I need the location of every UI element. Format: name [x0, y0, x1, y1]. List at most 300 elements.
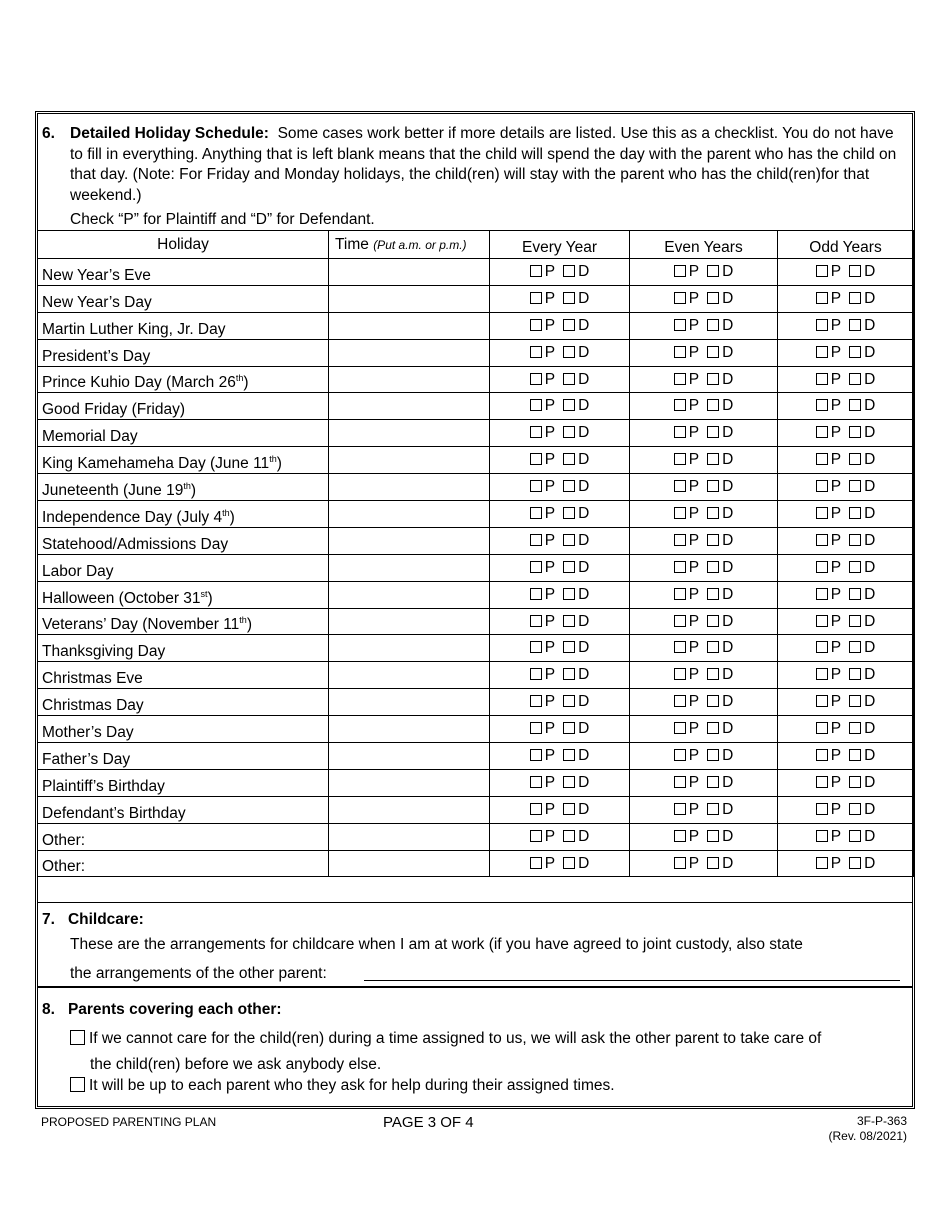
- defendant-checkbox[interactable]: [849, 561, 861, 573]
- defendant-checkbox[interactable]: [707, 399, 719, 411]
- defendant-option[interactable]: [563, 801, 589, 819]
- defendant-checkbox[interactable]: [707, 803, 719, 815]
- defendant-checkbox[interactable]: [563, 695, 575, 707]
- plaintiff-checkbox[interactable]: [816, 507, 828, 519]
- defendant-option[interactable]: [849, 774, 875, 792]
- defendant-option[interactable]: [849, 613, 875, 631]
- defendant-checkbox[interactable]: [707, 453, 719, 465]
- plaintiff-checkbox[interactable]: [530, 426, 542, 438]
- defendant-option[interactable]: [849, 532, 875, 550]
- defendant-option[interactable]: [849, 559, 875, 577]
- defendant-option[interactable]: [849, 828, 875, 846]
- defendant-checkbox[interactable]: [849, 507, 861, 519]
- plaintiff-option[interactable]: [530, 666, 555, 684]
- defendant-checkbox[interactable]: [707, 722, 719, 734]
- plaintiff-checkbox[interactable]: [816, 615, 828, 627]
- defendant-checkbox[interactable]: [849, 319, 861, 331]
- defendant-option[interactable]: [563, 855, 589, 873]
- defendant-option[interactable]: [707, 290, 733, 308]
- defendant-option[interactable]: [563, 263, 589, 281]
- plaintiff-checkbox[interactable]: [530, 588, 542, 600]
- plaintiff-checkbox[interactable]: [674, 857, 686, 869]
- plaintiff-option[interactable]: [530, 828, 555, 846]
- plaintiff-option[interactable]: [816, 801, 841, 819]
- defendant-option[interactable]: [563, 559, 589, 577]
- plaintiff-option[interactable]: [530, 263, 555, 281]
- plaintiff-checkbox[interactable]: [530, 507, 542, 519]
- defendant-option[interactable]: [849, 371, 875, 389]
- defendant-option[interactable]: [563, 532, 589, 550]
- plaintiff-checkbox[interactable]: [530, 453, 542, 465]
- defendant-checkbox[interactable]: [849, 695, 861, 707]
- defendant-checkbox[interactable]: [707, 346, 719, 358]
- defendant-checkbox[interactable]: [563, 749, 575, 761]
- defendant-checkbox[interactable]: [849, 588, 861, 600]
- defendant-option[interactable]: [707, 344, 733, 362]
- time-input[interactable]: [329, 743, 490, 770]
- defendant-option[interactable]: [849, 397, 875, 415]
- defendant-checkbox[interactable]: [849, 776, 861, 788]
- defendant-checkbox[interactable]: [707, 830, 719, 842]
- plaintiff-option[interactable]: [530, 505, 555, 523]
- plaintiff-option[interactable]: [816, 747, 841, 765]
- defendant-checkbox[interactable]: [707, 641, 719, 653]
- defendant-option[interactable]: [849, 317, 875, 335]
- plaintiff-checkbox[interactable]: [530, 776, 542, 788]
- defendant-checkbox[interactable]: [563, 399, 575, 411]
- defendant-checkbox[interactable]: [707, 561, 719, 573]
- defendant-checkbox[interactable]: [563, 292, 575, 304]
- defendant-option[interactable]: [563, 397, 589, 415]
- plaintiff-checkbox[interactable]: [530, 722, 542, 734]
- plaintiff-option[interactable]: [530, 855, 555, 873]
- plaintiff-option[interactable]: [530, 613, 555, 631]
- defendant-checkbox[interactable]: [707, 480, 719, 492]
- plaintiff-checkbox[interactable]: [530, 641, 542, 653]
- defendant-checkbox[interactable]: [849, 292, 861, 304]
- plaintiff-option[interactable]: [530, 774, 555, 792]
- plaintiff-option[interactable]: [530, 720, 555, 738]
- plaintiff-option[interactable]: [674, 317, 699, 335]
- defendant-option[interactable]: [849, 263, 875, 281]
- plaintiff-option[interactable]: [816, 478, 841, 496]
- plaintiff-option[interactable]: [816, 855, 841, 873]
- plaintiff-option[interactable]: [674, 774, 699, 792]
- time-input[interactable]: [329, 850, 490, 877]
- defendant-checkbox[interactable]: [849, 615, 861, 627]
- defendant-option[interactable]: [707, 263, 733, 281]
- plaintiff-checkbox[interactable]: [530, 803, 542, 815]
- plaintiff-checkbox[interactable]: [674, 426, 686, 438]
- defendant-checkbox[interactable]: [563, 265, 575, 277]
- defendant-option[interactable]: [563, 720, 589, 738]
- plaintiff-checkbox[interactable]: [530, 292, 542, 304]
- plaintiff-option[interactable]: [530, 290, 555, 308]
- plaintiff-checkbox[interactable]: [674, 695, 686, 707]
- defendant-checkbox[interactable]: [849, 534, 861, 546]
- defendant-checkbox[interactable]: [563, 507, 575, 519]
- defendant-option[interactable]: [563, 666, 589, 684]
- plaintiff-option[interactable]: [530, 639, 555, 657]
- defendant-checkbox[interactable]: [563, 641, 575, 653]
- defendant-option[interactable]: [849, 344, 875, 362]
- plaintiff-option[interactable]: [674, 666, 699, 684]
- defendant-checkbox[interactable]: [563, 722, 575, 734]
- defendant-option[interactable]: [563, 478, 589, 496]
- defendant-checkbox[interactable]: [849, 857, 861, 869]
- defendant-checkbox[interactable]: [563, 534, 575, 546]
- defendant-checkbox[interactable]: [707, 695, 719, 707]
- plaintiff-checkbox[interactable]: [674, 615, 686, 627]
- plaintiff-option[interactable]: [674, 424, 699, 442]
- defendant-option[interactable]: [707, 828, 733, 846]
- defendant-option[interactable]: [707, 801, 733, 819]
- plaintiff-checkbox[interactable]: [674, 722, 686, 734]
- time-input[interactable]: [329, 339, 490, 366]
- defendant-checkbox[interactable]: [563, 803, 575, 815]
- plaintiff-checkbox[interactable]: [674, 480, 686, 492]
- plaintiff-checkbox[interactable]: [530, 373, 542, 385]
- plaintiff-option[interactable]: [816, 586, 841, 604]
- defendant-option[interactable]: [563, 344, 589, 362]
- defendant-checkbox[interactable]: [563, 373, 575, 385]
- defendant-option[interactable]: [707, 639, 733, 657]
- time-input[interactable]: [329, 662, 490, 689]
- defendant-option[interactable]: [707, 586, 733, 604]
- defendant-option[interactable]: [563, 693, 589, 711]
- defendant-option[interactable]: [563, 613, 589, 631]
- defendant-checkbox[interactable]: [563, 453, 575, 465]
- plaintiff-checkbox[interactable]: [674, 399, 686, 411]
- defendant-option[interactable]: [563, 774, 589, 792]
- plaintiff-checkbox[interactable]: [530, 857, 542, 869]
- plaintiff-checkbox[interactable]: [674, 588, 686, 600]
- plaintiff-checkbox[interactable]: [816, 399, 828, 411]
- defendant-option[interactable]: [849, 451, 875, 469]
- plaintiff-option[interactable]: [674, 263, 699, 281]
- defendant-checkbox[interactable]: [563, 561, 575, 573]
- plaintiff-option[interactable]: [816, 317, 841, 335]
- defendant-option[interactable]: [563, 505, 589, 523]
- defendant-option[interactable]: [849, 586, 875, 604]
- childcare-arrangement-field[interactable]: [364, 980, 900, 981]
- defendant-checkbox[interactable]: [707, 615, 719, 627]
- plaintiff-option[interactable]: [530, 451, 555, 469]
- plaintiff-option[interactable]: [674, 586, 699, 604]
- plaintiff-checkbox[interactable]: [674, 534, 686, 546]
- plaintiff-option[interactable]: [674, 828, 699, 846]
- plaintiff-checkbox[interactable]: [816, 749, 828, 761]
- defendant-option[interactable]: [563, 290, 589, 308]
- plaintiff-option[interactable]: [816, 639, 841, 657]
- time-input[interactable]: [329, 474, 490, 501]
- plaintiff-checkbox[interactable]: [674, 803, 686, 815]
- defendant-checkbox[interactable]: [707, 292, 719, 304]
- defendant-option[interactable]: [849, 478, 875, 496]
- defendant-checkbox[interactable]: [563, 857, 575, 869]
- defendant-checkbox[interactable]: [707, 776, 719, 788]
- defendant-checkbox[interactable]: [563, 668, 575, 680]
- plaintiff-checkbox[interactable]: [816, 292, 828, 304]
- defendant-checkbox[interactable]: [849, 399, 861, 411]
- plaintiff-option[interactable]: [530, 344, 555, 362]
- plaintiff-checkbox[interactable]: [816, 695, 828, 707]
- defendant-checkbox[interactable]: [707, 534, 719, 546]
- defendant-option[interactable]: [707, 397, 733, 415]
- plaintiff-option[interactable]: [530, 747, 555, 765]
- plaintiff-checkbox[interactable]: [674, 776, 686, 788]
- plaintiff-checkbox[interactable]: [674, 668, 686, 680]
- defendant-option[interactable]: [707, 532, 733, 550]
- defendant-checkbox[interactable]: [849, 668, 861, 680]
- defendant-checkbox[interactable]: [707, 857, 719, 869]
- plaintiff-option[interactable]: [816, 371, 841, 389]
- defendant-option[interactable]: [707, 317, 733, 335]
- time-input[interactable]: [329, 716, 490, 743]
- plaintiff-checkbox[interactable]: [674, 346, 686, 358]
- plaintiff-option[interactable]: [674, 720, 699, 738]
- defendant-checkbox[interactable]: [849, 749, 861, 761]
- plaintiff-option[interactable]: [816, 666, 841, 684]
- plaintiff-checkbox[interactable]: [816, 453, 828, 465]
- defendant-option[interactable]: [707, 720, 733, 738]
- plaintiff-option[interactable]: [816, 559, 841, 577]
- plaintiff-checkbox[interactable]: [530, 346, 542, 358]
- time-input[interactable]: [329, 447, 490, 474]
- defendant-option[interactable]: [707, 666, 733, 684]
- defendant-checkbox[interactable]: [707, 373, 719, 385]
- defendant-option[interactable]: [849, 290, 875, 308]
- plaintiff-checkbox[interactable]: [674, 507, 686, 519]
- time-input[interactable]: [329, 312, 490, 339]
- time-input[interactable]: [329, 689, 490, 716]
- defendant-checkbox[interactable]: [849, 346, 861, 358]
- plaintiff-checkbox[interactable]: [674, 561, 686, 573]
- plaintiff-checkbox[interactable]: [816, 561, 828, 573]
- defendant-option[interactable]: [563, 317, 589, 335]
- plaintiff-checkbox[interactable]: [816, 668, 828, 680]
- plaintiff-checkbox[interactable]: [816, 857, 828, 869]
- plaintiff-checkbox[interactable]: [816, 588, 828, 600]
- plaintiff-option[interactable]: [674, 613, 699, 631]
- plaintiff-option[interactable]: [816, 290, 841, 308]
- defendant-option[interactable]: [707, 505, 733, 523]
- plaintiff-option[interactable]: [530, 586, 555, 604]
- plaintiff-checkbox[interactable]: [530, 561, 542, 573]
- plaintiff-checkbox[interactable]: [674, 292, 686, 304]
- defendant-option[interactable]: [563, 451, 589, 469]
- plaintiff-checkbox[interactable]: [674, 749, 686, 761]
- defendant-option[interactable]: [707, 613, 733, 631]
- defendant-option[interactable]: [563, 747, 589, 765]
- defendant-checkbox[interactable]: [707, 265, 719, 277]
- time-input[interactable]: [329, 554, 490, 581]
- plaintiff-option[interactable]: [816, 505, 841, 523]
- defendant-checkbox[interactable]: [707, 319, 719, 331]
- defendant-option[interactable]: [707, 371, 733, 389]
- defendant-checkbox[interactable]: [563, 346, 575, 358]
- plaintiff-option[interactable]: [674, 532, 699, 550]
- defendant-checkbox[interactable]: [849, 373, 861, 385]
- plaintiff-option[interactable]: [674, 397, 699, 415]
- defendant-option[interactable]: [849, 720, 875, 738]
- defendant-option[interactable]: [707, 855, 733, 873]
- plaintiff-checkbox[interactable]: [530, 668, 542, 680]
- plaintiff-option[interactable]: [674, 290, 699, 308]
- defendant-option[interactable]: [707, 478, 733, 496]
- defendant-option[interactable]: [563, 639, 589, 657]
- plaintiff-option[interactable]: [816, 532, 841, 550]
- plaintiff-option[interactable]: [530, 317, 555, 335]
- plaintiff-option[interactable]: [674, 559, 699, 577]
- defendant-option[interactable]: [563, 424, 589, 442]
- plaintiff-option[interactable]: [530, 532, 555, 550]
- plaintiff-checkbox[interactable]: [816, 830, 828, 842]
- defendant-checkbox[interactable]: [707, 507, 719, 519]
- plaintiff-option[interactable]: [674, 505, 699, 523]
- time-input[interactable]: [329, 501, 490, 528]
- plaintiff-option[interactable]: [674, 693, 699, 711]
- plaintiff-option[interactable]: [674, 344, 699, 362]
- defendant-checkbox[interactable]: [563, 615, 575, 627]
- plaintiff-checkbox[interactable]: [674, 641, 686, 653]
- defendant-option[interactable]: [707, 424, 733, 442]
- option-1-checkbox[interactable]: [70, 1030, 85, 1045]
- defendant-checkbox[interactable]: [563, 830, 575, 842]
- plaintiff-checkbox[interactable]: [816, 534, 828, 546]
- defendant-checkbox[interactable]: [849, 641, 861, 653]
- defendant-checkbox[interactable]: [707, 588, 719, 600]
- time-input[interactable]: [329, 393, 490, 420]
- defendant-checkbox[interactable]: [707, 668, 719, 680]
- plaintiff-checkbox[interactable]: [674, 265, 686, 277]
- plaintiff-option[interactable]: [530, 693, 555, 711]
- plaintiff-checkbox[interactable]: [816, 803, 828, 815]
- plaintiff-checkbox[interactable]: [816, 373, 828, 385]
- defendant-option[interactable]: [849, 855, 875, 873]
- plaintiff-checkbox[interactable]: [674, 319, 686, 331]
- defendant-option[interactable]: [849, 505, 875, 523]
- plaintiff-checkbox[interactable]: [530, 830, 542, 842]
- plaintiff-checkbox[interactable]: [530, 534, 542, 546]
- defendant-option[interactable]: [563, 586, 589, 604]
- defendant-checkbox[interactable]: [563, 588, 575, 600]
- plaintiff-option[interactable]: [674, 451, 699, 469]
- defendant-option[interactable]: [563, 371, 589, 389]
- plaintiff-checkbox[interactable]: [530, 399, 542, 411]
- plaintiff-checkbox[interactable]: [816, 722, 828, 734]
- plaintiff-option[interactable]: [674, 639, 699, 657]
- time-input[interactable]: [329, 527, 490, 554]
- plaintiff-checkbox[interactable]: [816, 641, 828, 653]
- plaintiff-option[interactable]: [816, 397, 841, 415]
- plaintiff-option[interactable]: [530, 559, 555, 577]
- plaintiff-option[interactable]: [530, 801, 555, 819]
- defendant-checkbox[interactable]: [563, 480, 575, 492]
- defendant-option[interactable]: [563, 828, 589, 846]
- defendant-checkbox[interactable]: [849, 426, 861, 438]
- defendant-option[interactable]: [849, 424, 875, 442]
- plaintiff-option[interactable]: [816, 344, 841, 362]
- plaintiff-option[interactable]: [816, 828, 841, 846]
- plaintiff-checkbox[interactable]: [530, 265, 542, 277]
- defendant-option[interactable]: [707, 774, 733, 792]
- plaintiff-checkbox[interactable]: [530, 480, 542, 492]
- plaintiff-option[interactable]: [530, 371, 555, 389]
- defendant-checkbox[interactable]: [849, 722, 861, 734]
- defendant-option[interactable]: [849, 801, 875, 819]
- plaintiff-checkbox[interactable]: [816, 426, 828, 438]
- plaintiff-option[interactable]: [816, 613, 841, 631]
- plaintiff-option[interactable]: [674, 371, 699, 389]
- defendant-option[interactable]: [707, 559, 733, 577]
- plaintiff-checkbox[interactable]: [530, 615, 542, 627]
- defendant-option[interactable]: [849, 666, 875, 684]
- defendant-checkbox[interactable]: [563, 776, 575, 788]
- time-input[interactable]: [329, 366, 490, 393]
- plaintiff-option[interactable]: [674, 855, 699, 873]
- plaintiff-checkbox[interactable]: [530, 319, 542, 331]
- plaintiff-checkbox[interactable]: [674, 373, 686, 385]
- plaintiff-checkbox[interactable]: [816, 319, 828, 331]
- plaintiff-option[interactable]: [674, 478, 699, 496]
- plaintiff-checkbox[interactable]: [816, 346, 828, 358]
- time-input[interactable]: [329, 823, 490, 850]
- defendant-option[interactable]: [707, 451, 733, 469]
- plaintiff-option[interactable]: [530, 397, 555, 415]
- time-input[interactable]: [329, 285, 490, 312]
- defendant-checkbox[interactable]: [849, 830, 861, 842]
- time-input[interactable]: [329, 769, 490, 796]
- plaintiff-option[interactable]: [816, 774, 841, 792]
- defendant-checkbox[interactable]: [849, 453, 861, 465]
- plaintiff-option[interactable]: [816, 451, 841, 469]
- defendant-option[interactable]: [849, 693, 875, 711]
- plaintiff-checkbox[interactable]: [674, 453, 686, 465]
- plaintiff-checkbox[interactable]: [816, 480, 828, 492]
- defendant-option[interactable]: [849, 747, 875, 765]
- plaintiff-option[interactable]: [530, 478, 555, 496]
- time-input[interactable]: [329, 796, 490, 823]
- defendant-checkbox[interactable]: [849, 480, 861, 492]
- plaintiff-checkbox[interactable]: [530, 749, 542, 761]
- plaintiff-option[interactable]: [816, 693, 841, 711]
- defendant-option[interactable]: [849, 639, 875, 657]
- time-input[interactable]: [329, 259, 490, 286]
- plaintiff-option[interactable]: [530, 424, 555, 442]
- defendant-checkbox[interactable]: [563, 426, 575, 438]
- defendant-checkbox[interactable]: [849, 265, 861, 277]
- plaintiff-checkbox[interactable]: [674, 830, 686, 842]
- plaintiff-option[interactable]: [816, 720, 841, 738]
- plaintiff-checkbox[interactable]: [530, 695, 542, 707]
- plaintiff-option[interactable]: [816, 263, 841, 281]
- defendant-option[interactable]: [707, 693, 733, 711]
- time-input[interactable]: [329, 581, 490, 608]
- option-2-checkbox[interactable]: [70, 1077, 85, 1092]
- time-input[interactable]: [329, 635, 490, 662]
- defendant-checkbox[interactable]: [707, 749, 719, 761]
- defendant-checkbox[interactable]: [849, 803, 861, 815]
- time-input[interactable]: [329, 420, 490, 447]
- plaintiff-option[interactable]: [674, 801, 699, 819]
- defendant-checkbox[interactable]: [563, 319, 575, 331]
- plaintiff-checkbox[interactable]: [816, 265, 828, 277]
- time-input[interactable]: [329, 608, 490, 635]
- defendant-checkbox[interactable]: [707, 426, 719, 438]
- plaintiff-option[interactable]: [816, 424, 841, 442]
- plaintiff-option[interactable]: [674, 747, 699, 765]
